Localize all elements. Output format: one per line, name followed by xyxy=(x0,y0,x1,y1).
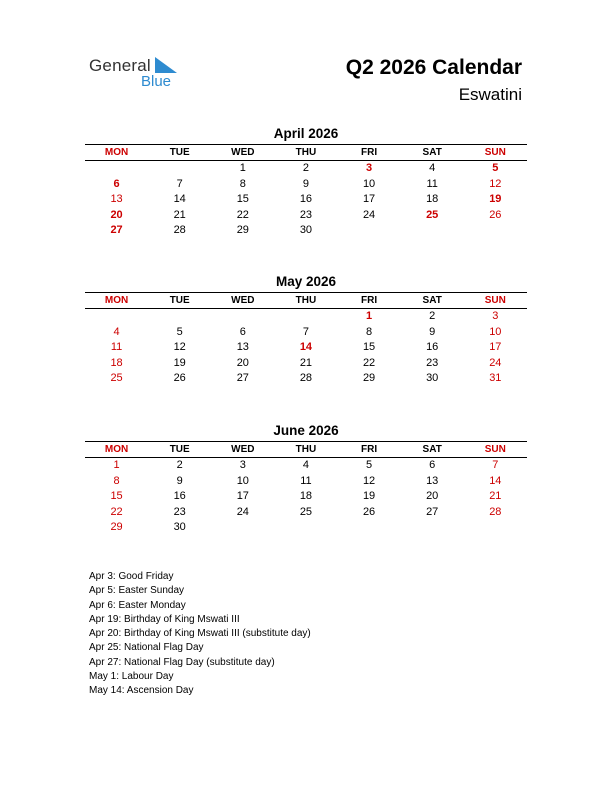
day-cell: 8 xyxy=(113,474,120,487)
day-cell: 23 xyxy=(173,505,186,518)
day-cell: 12 xyxy=(489,177,502,190)
day-cell: 9 xyxy=(429,325,436,338)
day-cell xyxy=(85,161,148,177)
month-calendar xyxy=(85,422,527,536)
brand-logo xyxy=(89,56,199,96)
day-cell: 13 xyxy=(426,474,439,487)
day-cell: 1 xyxy=(113,459,120,471)
holiday-item: Apr 19: Birthday of King Mswati III xyxy=(89,613,240,625)
day-cell: 9 xyxy=(302,177,309,190)
day-cell: 29 xyxy=(362,372,376,385)
weekday-label: TUE xyxy=(169,444,190,455)
day-cell: 7 xyxy=(176,177,183,190)
day-cell: 26 xyxy=(489,208,502,221)
week-row xyxy=(85,489,527,505)
day-cell: 5 xyxy=(176,325,183,338)
day-cell: 24 xyxy=(489,356,502,369)
day-cell: 12 xyxy=(362,474,376,487)
month-title: May 2026 xyxy=(275,274,337,289)
logo-text-blue: Blue xyxy=(141,73,172,90)
day-cell: 18 xyxy=(110,356,123,369)
day-cell xyxy=(274,309,337,325)
week-row xyxy=(85,192,527,208)
day-cell: 20 xyxy=(236,356,249,369)
day-cell: 28 xyxy=(489,505,502,518)
month-title: April 2026 xyxy=(273,126,339,141)
weekday-label: WED xyxy=(231,147,255,158)
day-cell: 13 xyxy=(236,341,249,354)
day-cell: 31 xyxy=(489,372,502,385)
day-cell: 28 xyxy=(299,372,313,385)
day-cell: 7 xyxy=(302,325,309,338)
holiday-item: Apr 5: Easter Sunday xyxy=(89,585,185,597)
day-cell: 22 xyxy=(362,356,376,369)
day-cell: 22 xyxy=(110,505,123,518)
day-cell xyxy=(148,161,211,177)
day-cell: 27 xyxy=(236,372,249,385)
weekday-label: SUN xyxy=(484,295,506,306)
weekday-label: SAT xyxy=(422,147,442,158)
week-row xyxy=(85,520,527,536)
day-cell xyxy=(338,223,401,239)
week-row xyxy=(85,340,527,356)
day-cell: 10 xyxy=(489,325,502,338)
week-row xyxy=(85,161,527,177)
weekday-label: TUE xyxy=(169,295,190,306)
week-row xyxy=(85,208,527,224)
day-cell: 19 xyxy=(173,356,186,369)
holiday-item: May 14: Ascension Day xyxy=(89,685,194,697)
holiday-item: May 1: Labour Day xyxy=(89,671,174,683)
weekday-label: THU xyxy=(295,295,317,306)
weekday-label: WED xyxy=(231,295,255,306)
day-cell: 7 xyxy=(492,459,499,471)
day-cell: 3 xyxy=(239,459,246,471)
month-calendar xyxy=(85,125,527,239)
day-cell: 28 xyxy=(173,224,186,237)
day-cell xyxy=(211,520,274,536)
weekday-header-row xyxy=(85,441,527,458)
day-cell: 16 xyxy=(426,341,439,354)
day-cell: 30 xyxy=(426,372,439,385)
day-cell: 8 xyxy=(239,177,246,190)
holiday-item: Apr 3: Good Friday xyxy=(89,571,174,582)
day-cell: 10 xyxy=(236,474,249,487)
day-cell: 4 xyxy=(302,459,309,471)
weekday-label: FRI xyxy=(361,147,378,158)
day-cell: 3 xyxy=(366,162,373,174)
day-cell: 9 xyxy=(176,474,183,487)
week-row xyxy=(85,325,527,341)
day-cell: 18 xyxy=(299,490,313,503)
day-cell xyxy=(464,520,527,536)
day-cell: 19 xyxy=(362,490,376,503)
holiday-list xyxy=(89,570,311,699)
day-cell: 30 xyxy=(173,521,186,534)
day-cell: 6 xyxy=(113,177,120,190)
day-cell: 24 xyxy=(236,505,249,518)
weekday-label: MON xyxy=(104,147,129,158)
day-cell: 17 xyxy=(362,193,376,206)
day-cell: 20 xyxy=(110,208,123,221)
day-cell: 26 xyxy=(173,372,186,385)
weekday-label: FRI xyxy=(361,295,378,306)
day-cell: 30 xyxy=(299,224,313,237)
day-cell: 23 xyxy=(299,208,313,221)
week-row xyxy=(85,309,527,325)
week-row xyxy=(85,505,527,521)
day-cell: 5 xyxy=(366,459,373,471)
day-cell xyxy=(401,223,464,239)
holiday-item: Apr 27: National Flag Day (substitute day) xyxy=(89,656,275,668)
day-cell: 8 xyxy=(366,325,373,338)
day-cell: 4 xyxy=(113,325,120,338)
day-cell xyxy=(464,223,527,239)
day-cell: 14 xyxy=(299,341,313,354)
weekday-label: THU xyxy=(295,444,317,455)
day-cell: 1 xyxy=(239,162,246,174)
holiday-item: Apr 25: National Flag Day xyxy=(89,642,204,654)
day-cell: 11 xyxy=(110,341,123,354)
day-cell: 3 xyxy=(492,310,499,322)
day-cell: 15 xyxy=(110,490,123,503)
day-cell xyxy=(338,520,401,536)
week-row xyxy=(85,458,527,474)
weekday-label: SUN xyxy=(484,444,506,455)
day-cell: 4 xyxy=(429,162,436,174)
weekday-label: WED xyxy=(231,444,255,455)
weekday-label: SAT xyxy=(422,295,442,306)
day-cell: 12 xyxy=(173,341,186,354)
day-cell xyxy=(85,309,148,325)
month-calendar xyxy=(85,273,527,387)
week-row xyxy=(85,223,527,239)
month-title: June 2026 xyxy=(273,423,339,438)
day-cell: 10 xyxy=(362,177,376,190)
weekday-label: SAT xyxy=(422,444,442,455)
day-cell: 29 xyxy=(110,521,123,534)
day-cell: 5 xyxy=(492,162,499,174)
day-cell: 22 xyxy=(236,208,249,221)
weekday-header-row xyxy=(85,144,527,161)
page-title: Q2 2026 Calendar xyxy=(345,56,522,79)
day-cell: 17 xyxy=(236,490,249,503)
weekday-label: TUE xyxy=(169,147,190,158)
day-cell: 21 xyxy=(299,356,313,369)
day-cell: 1 xyxy=(366,310,373,322)
day-cell: 15 xyxy=(362,341,376,354)
day-cell: 2 xyxy=(176,459,183,471)
country-subtitle: Eswatini xyxy=(458,85,522,104)
logo-text-general: General xyxy=(89,56,151,75)
weekday-label: MON xyxy=(104,444,129,455)
day-cell: 11 xyxy=(426,177,438,190)
day-cell: 6 xyxy=(429,459,436,471)
day-cell: 21 xyxy=(173,208,186,221)
day-cell: 21 xyxy=(489,490,502,503)
day-cell: 11 xyxy=(300,474,312,487)
day-cell: 24 xyxy=(362,208,376,221)
day-cell: 14 xyxy=(489,474,502,487)
day-cell: 13 xyxy=(110,193,123,206)
day-cell: 29 xyxy=(236,224,249,237)
day-cell: 16 xyxy=(299,193,313,206)
day-cell: 20 xyxy=(426,490,439,503)
logo-triangle-icon xyxy=(155,57,177,73)
week-row xyxy=(85,371,527,387)
day-cell: 16 xyxy=(173,490,186,503)
day-cell xyxy=(401,520,464,536)
day-cell xyxy=(274,520,337,536)
day-cell xyxy=(211,309,274,325)
day-cell: 14 xyxy=(173,193,186,206)
day-cell: 25 xyxy=(299,505,313,518)
day-cell: 25 xyxy=(110,372,123,385)
holiday-item: Apr 6: Easter Monday xyxy=(89,599,186,611)
day-cell: 17 xyxy=(489,341,502,354)
weekday-header-row xyxy=(85,292,527,309)
day-cell: 18 xyxy=(426,193,439,206)
day-cell: 23 xyxy=(426,356,439,369)
day-cell: 19 xyxy=(489,193,502,206)
day-cell xyxy=(148,309,211,325)
holiday-item: Apr 20: Birthday of King Mswati III (substitute day) xyxy=(89,628,311,640)
day-cell: 25 xyxy=(426,208,439,221)
day-cell: 15 xyxy=(236,193,249,206)
day-cell: 26 xyxy=(362,505,376,518)
weekday-label: THU xyxy=(295,147,317,158)
week-row xyxy=(85,474,527,490)
weekday-label: MON xyxy=(104,295,129,306)
week-row xyxy=(85,356,527,372)
day-cell: 27 xyxy=(426,505,439,518)
day-cell: 27 xyxy=(110,224,123,237)
day-cell: 6 xyxy=(239,325,246,338)
weekday-label: SUN xyxy=(484,147,506,158)
day-cell: 2 xyxy=(429,310,436,322)
day-cell: 2 xyxy=(302,162,309,174)
week-row xyxy=(85,177,527,193)
weekday-label: FRI xyxy=(361,444,378,455)
